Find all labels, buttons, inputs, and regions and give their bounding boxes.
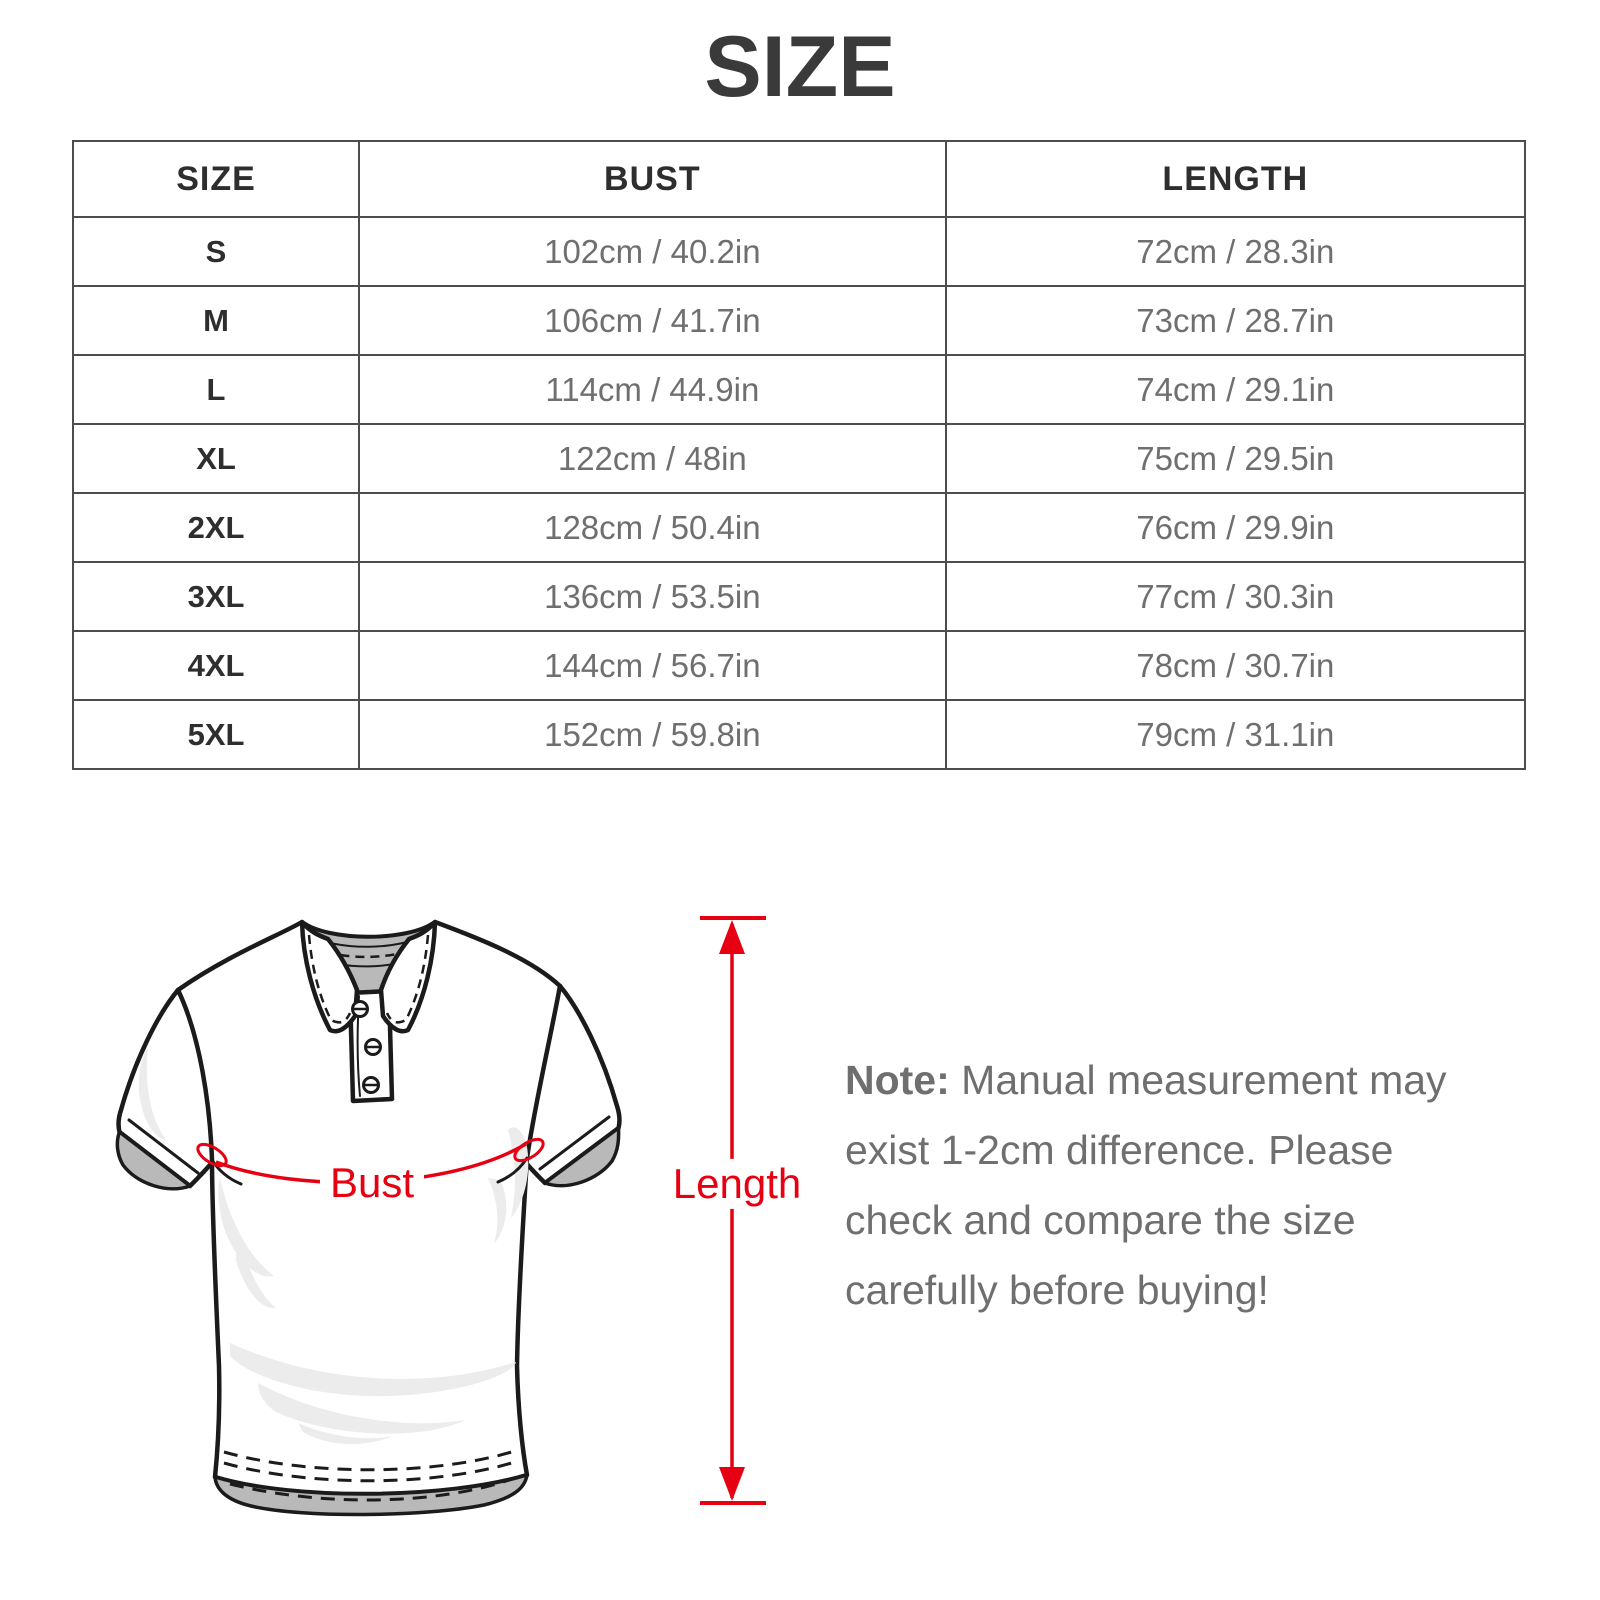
table-header-row (73, 141, 1525, 217)
table-row (73, 217, 1525, 286)
measurement-figure (88, 878, 848, 1528)
size-table (72, 140, 1526, 770)
size-cell: S (73, 217, 359, 286)
note-line (845, 1045, 1465, 1115)
column-header-length: LENGTH (946, 141, 1525, 217)
length-cell: 75cm / 29.5in (946, 424, 1525, 493)
size-cell: XL (73, 424, 359, 493)
bust-cell: 122cm / 48in (359, 424, 946, 493)
size-cell: 5XL (73, 700, 359, 769)
bust-cell: 136cm / 53.5in (359, 562, 946, 631)
column-header-bust: BUST (359, 141, 946, 217)
bust-cell: 114cm / 44.9in (359, 355, 946, 424)
button-icon (353, 1002, 368, 1017)
size-cell: M (73, 286, 359, 355)
bust-measure-label: Bust (320, 1158, 424, 1208)
bust-cell: 102cm / 40.2in (359, 217, 946, 286)
table-row (73, 493, 1525, 562)
length-cell: 79cm / 31.1in (946, 700, 1525, 769)
button-icon (364, 1078, 379, 1093)
button-icon (366, 1040, 381, 1055)
page-title: SIZE (704, 19, 896, 115)
note-text (845, 1045, 1465, 1325)
size-cell: 2XL (73, 493, 359, 562)
table-row (73, 424, 1525, 493)
note-line: exist 1-2cm difference. Please (845, 1127, 1394, 1173)
length-cell: 72cm / 28.3in (946, 217, 1525, 286)
note-label: Note: (845, 1057, 950, 1103)
bust-cell: 152cm / 59.8in (359, 700, 946, 769)
length-arrow-icon (700, 918, 766, 1503)
column-header-size: SIZE (73, 141, 359, 217)
size-table-body (73, 217, 1525, 769)
bust-cell: 106cm / 41.7in (359, 286, 946, 355)
length-cell: 73cm / 28.7in (946, 286, 1525, 355)
length-cell: 74cm / 29.1in (946, 355, 1525, 424)
length-cell: 77cm / 30.3in (946, 562, 1525, 631)
note-line: check and compare the size (845, 1197, 1356, 1243)
bust-cell: 144cm / 56.7in (359, 631, 946, 700)
table-row (73, 700, 1525, 769)
length-cell: 78cm / 30.7in (946, 631, 1525, 700)
bust-cell: 128cm / 50.4in (359, 493, 946, 562)
size-cell: 4XL (73, 631, 359, 700)
size-cell: L (73, 355, 359, 424)
table-row (73, 355, 1525, 424)
table-row (73, 562, 1525, 631)
length-measure-label: Length (663, 1159, 811, 1209)
table-row (73, 631, 1525, 700)
table-row (73, 286, 1525, 355)
note-line: carefully before buying! (845, 1267, 1269, 1313)
length-cell: 76cm / 29.9in (946, 493, 1525, 562)
note-line-text: Manual measurement may (961, 1057, 1447, 1103)
size-cell: 3XL (73, 562, 359, 631)
